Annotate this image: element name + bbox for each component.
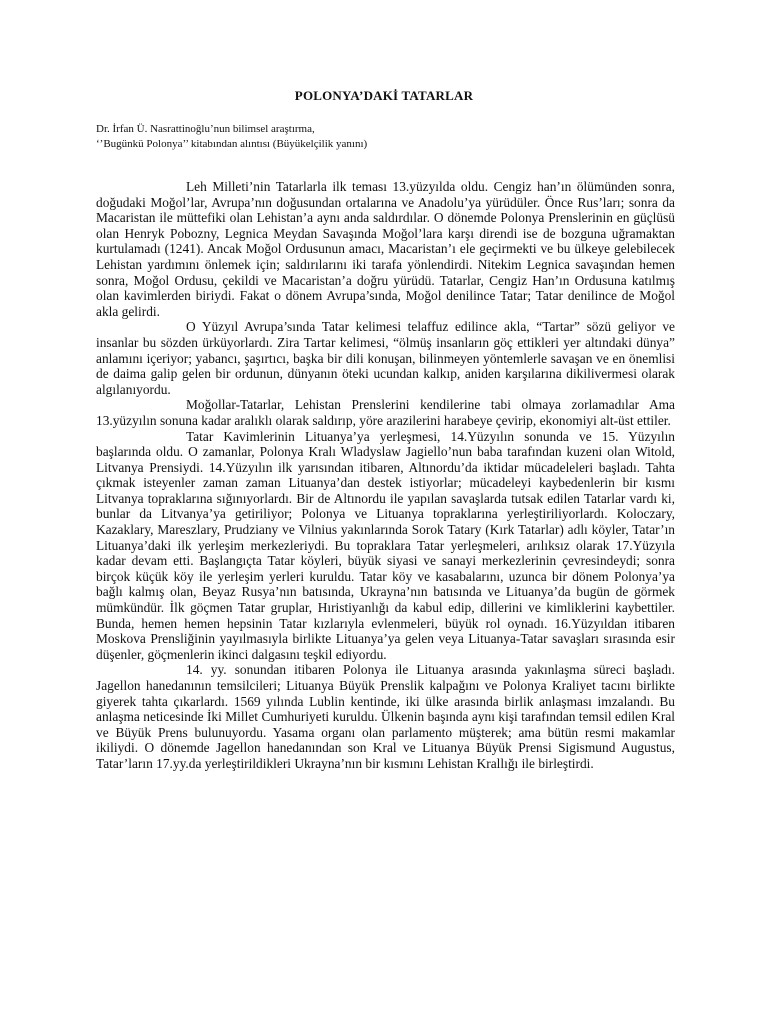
paragraph: Moğollar-Tatarlar, Lehistan Prenslerini kendilerine tabi olmaya zorlamadılar Ama 13.yüzyılın sonuna kadar aralıklı olarak saldırıp, yöre arazilerini harabeye çevirip, ekonomiyi alt-üst ettiler. (96, 397, 675, 428)
paragraph: Tatar Kavimlerinin Lituanya’ya yerleşmesi, 14.Yüzyılın sonunda ve 15. Yüzyılın başlarında oldu. O zamanlar, Polonya Kralı Wladyslaw Jagiello’nun baba tarafından kuzeni olan Witold, Litvanya Prensiydi. 14.Yüzyılın ilk yarısından itibaren, Altınordu’da iktidar mücadeleleri başladı. Tahta çıkmak isteyenler zaman zaman Lituanya’dan destek istiyorlar; mücadeleyi kaybedenlerin bir kısmı Litvanya topraklarına sığınıyorlardı. Bir de Altınordu ile yapılan savaşlarda tutsak edilen Tatarlar vardı ki, bunlar da Litvanya’ya getiriliyor; Polonya ve Lituanya topraklarına yerleştiriliyorlardı. Koloczary, Kazaklary, Mareszlary, Prudziany ve Vilnius yakınlarında Sorok Tatary (Kırk Tatarlar) adlı köyler, Tatar’ın Lituanya’daki ilk yerleşim merkezleriydi. Bu topraklara Tatar yerleşmeleri, arılıksız olarak 17.Yüzyıla kadar devam etti. Başlangıçta Tatar köyleri, büyük siyasi ve sanayi merkezlerinin çevresindeydi; sonra birçok küçük köy ile yerleşim yerleri kuruldu. Tatar köy ve kasabalarını, uzunca bir dönem Polonya’ya bağlı kalmış olan, Beyaz Rusya’nın batısında, Ukrayna’nın batısında ve Lituanya’da bugün de görmek mümkündür. İlk göçmen Tatar gruplar, Hıristiyanlığı da kabul edip, dillerini ve kimliklerini kaybettiler. Bunda, hemen hemen hepsinin Tatar kızlarıyla evlenmeleri, büyük rol oynadı. 16.Yüzyıldan itibaren Moskova Prensliğinin yayılmasıyla birlikte Lituanya’ya gelen veya Lituanya-Tatar savaşları sırasında esir düşenler, göçmenlerin ikinci dalgasını teşkil ediyordu. (96, 428, 675, 662)
document-title: POLONYA’DAKİ TATARLAR (294, 88, 474, 103)
source-line: ‘’Bugünkü Polonya’’ kitabından alıntısı (Büyükelçilik yanını) (96, 138, 368, 150)
article-body (96, 179, 675, 772)
paragraph: Leh Milleti’nin Tatarlarla ilk teması 13.yüzyılda oldu. Cengiz han’ın ölümünden sonra, doğudaki Moğol’lar, Avrupa’nın doğusundan ortalarına ve Anadolu’ya yürüdüler. Önce Rus’ları; sonra da Macaristan ile müttefiki olan Lehistan’a aynı anda saldırdılar. O dönemde Polonya Prenslerinin en güçlüsü olan Henryk Pobozny, Legnica Meydan Savaşında Moğol’lara karşı direndi ise de bozguna uğramaktan kurtulamadı (1241). Ancak Moğol Ordusunun amacı, Macaristan’ı ele geçirmekti ve bu ülkeye gelebilecek Lehistan yardımını önlemek için; saldırılarını iki tarafa yönlendirdi. Nitekim Legnica savaşından hemen sonra, Moğol Ordusu, çekildi ve Macaristan’a doğru yürüdü. Tatarlar, Cengiz Han’ın Ordusuna katılmış olan kavimlerden biriydi. Fakat o dönem Avrupa’sında, Moğol denilince Tatar; Tatar denilince de Moğol akla gelirdi. (96, 179, 675, 319)
author-line: Dr. İrfan Ü. Nasrattinoğlu’nun bilimsel araştırma, (96, 123, 315, 135)
author-source-block (96, 122, 367, 152)
paragraph: O Yüzyıl Avrupa’sında Tatar kelimesi telaffuz edilince akla, “Tartar” sözü geliyor ve insanlar bu sözden ürküyorlardı. Zira Tartar kelimesi, “ölmüş insanların göç ettikleri yer altındaki dünya” anlamını içeriyor; yabancı, şaşırtıcı, başka bir dili konuşan, bilinmeyen yöntemlerle savaşan ve en önemlisi de daima galip gelen bir ordunun, dünyanın öteki ucundan kalkıp, aniden karşılarına dikilivermesi olarak algılanıyordu. (96, 319, 675, 397)
paragraph: 14. yy. sonundan itibaren Polonya ile Lituanya arasında yakınlaşma süreci başladı. Jagellon hanedanının temsilcileri; Lituanya Büyük Prenslik kalpağını ve Polonya Kraliyet tacını birlikte giyerek tahta çıkarlardı. 1569 yılında Lublin kentinde, iki ülke arasında birlik anlaşması imzalandı. Bu anlaşma neticesinde İki Millet Cumhuriyeti kuruldu. Ülkenin başında aynı kişi tarafından temsil edilen Kral ve Büyük Prens bulunuyordu. Yasama organı olan parlamento müşterek; ama bütün resmi makamlar ikiliydi. O dönemde Jagellon hanedanından son Kral ve Lituanya Büyük Prensi Sigismund Augustus, Tatar’ların 17.yy.da yerleştirildikleri Ukrayna’nın bir kısmını Lehistan Krallığı ile birleştirdi. (96, 662, 675, 771)
